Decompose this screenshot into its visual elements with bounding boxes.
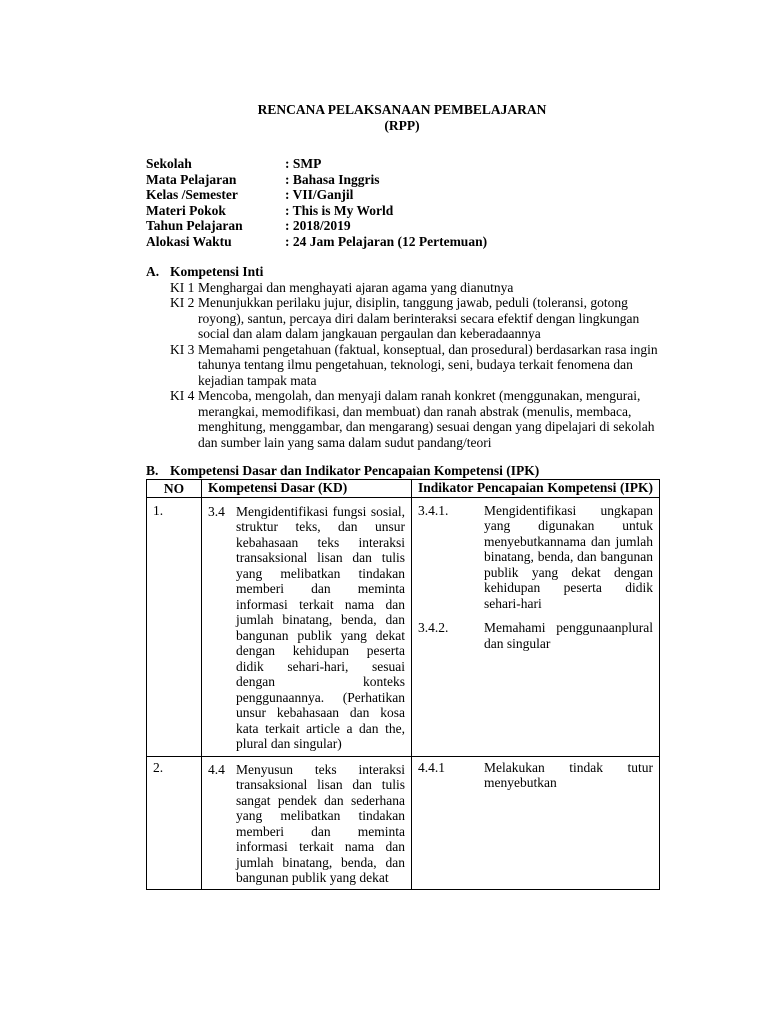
identity-label: Mata Pelajaran [146, 171, 237, 187]
ipk-number: 4.4.1 [418, 759, 445, 775]
ipk-entry [418, 620, 653, 651]
row-number: 1. [147, 497, 202, 756]
identity-value: : VII/Ganjil [285, 187, 354, 202]
column-header-kd: Kompetensi Dasar (KD) [202, 480, 412, 498]
ipk-number: 3.4.1. [418, 502, 449, 518]
identity-value: : 24 Jam Pelajaran (12 Pertemuan) [285, 233, 488, 249]
ki-item [170, 342, 658, 389]
column-header-no: NO [147, 480, 202, 498]
ki-number: KI 2 [170, 295, 195, 310]
identity-label: Materi Pokok [146, 202, 226, 218]
identity-row-class [146, 187, 487, 203]
table-row [147, 756, 660, 889]
section-b-heading [146, 463, 539, 479]
ipk-cell [412, 756, 660, 889]
kd-cell [202, 497, 412, 756]
ki-text: Mencoba, mengolah, dan menyaji dalam ranah konkret (menggunakan, mengurai, merangkai, memodifikasi, dan membuat) dan ranah abstrak (menulis, membaca, menghitung, menggambar, dan mengarang) sesuai dengan yang dipelajari di sekolah dan sumber lain yang sama dalam sudut pandang/teori [198, 388, 655, 450]
identity-row-school [146, 156, 487, 172]
ki-number: KI 4 [170, 388, 195, 403]
ipk-entry [418, 503, 653, 612]
ipk-entry [418, 760, 653, 791]
ki-text: Menghargai dan menghayati ajaran agama yang dianutnya [198, 279, 514, 295]
identity-label: Tahun Pelajaran [146, 218, 243, 233]
identity-value: : 2018/2019 [285, 218, 351, 233]
row-number: 2. [147, 756, 202, 889]
kd-entry [208, 504, 405, 752]
kd-entry [208, 762, 405, 886]
ki-item [170, 388, 658, 450]
section-letter: A. [146, 264, 160, 279]
kd-number: 3.4 [208, 503, 225, 519]
section-a-heading [146, 264, 658, 280]
identity-label: Sekolah [146, 156, 192, 171]
identity-block [146, 156, 487, 249]
ipk-number: 3.4.2. [418, 620, 449, 635]
table-row [147, 497, 660, 756]
identity-row-time [146, 234, 487, 250]
identity-label: Alokasi Waktu [146, 233, 232, 249]
section-letter: B. [146, 463, 159, 478]
section-title: Kompetensi Dasar dan Indikator Pencapaian Kompetensi (IPK) [170, 463, 540, 478]
identity-label: Kelas /Semester [146, 187, 238, 202]
kd-number: 4.4 [208, 761, 225, 777]
section-title: Kompetensi Inti [170, 264, 264, 279]
document-title: RENCANA PELAKSANAAN PEMBELAJARAN [257, 102, 547, 117]
identity-row-subject [146, 172, 487, 188]
ki-text: Menunjukkan perilaku jujur, disiplin, tanggung jawab, peduli (toleransi, gotong royong), santun, percaya diri dalam berinteraksi secara efektif dengan lingkungan social dan alam dalam jangkauan pergaulan dan keberadaannya [198, 295, 640, 341]
column-header-ipk: Indikator Pencapaian Kompetensi (IPK) [412, 480, 660, 498]
section-core-competence [146, 264, 658, 450]
ki-number: KI 1 [170, 279, 195, 295]
identity-value: : This is My World [285, 202, 394, 218]
ipk-text: Melakukan tindak tutur menyebutkan [484, 759, 653, 790]
ipk-text: Memahami penggunaanplural dan singular [484, 620, 653, 651]
identity-row-year [146, 218, 487, 234]
ki-item [170, 295, 658, 342]
kd-text: Menyusun teks interaksi transaksional lisan dan tulis sangat pendek dan sederhana yang melibatkan tindakan memberi dan meminta informasi terkait nama dan jumlah binatang, benda, dan bangunan publik yang dekat [236, 761, 405, 885]
kd-cell [202, 756, 412, 889]
document-subtitle: (RPP) [384, 118, 420, 133]
ipk-cell [412, 497, 660, 756]
identity-value: : Bahasa Inggris [285, 171, 380, 187]
ki-item [170, 280, 658, 296]
competence-table [146, 479, 660, 890]
ki-number: KI 3 [170, 341, 195, 357]
table-header-row [147, 480, 660, 498]
ki-text: Memahami pengetahuan (faktual, konseptual, dan prosedural) berdasarkan rasa ingin tahunya tentang ilmu pengetahuan, teknologi, seni, budaya terkait fenomena dan kejadian tampak mata [198, 341, 658, 388]
kd-text: Mengidentifikasi fungsi sosial, struktur teks, dan unsur kebahasaan teks interaksi transaksional lisan dan tulis yang melibatkan tindakan memberi dan meminta informasi terkait nama dan jumlah binatang, benda, dan bangunan publik yang dekat dengan kehidupan peserta didik sehari-hari, sesuai dengan konteks penggunaannya. (Perhatikan unsur kebahasaan dan kosa kata terkait article a dan the, plural dan singular) [236, 503, 405, 751]
identity-row-topic [146, 203, 487, 219]
ipk-text: Mengidentifikasi ungkapan yang digunakan untuk menyebutkannama dan jumlah binatang, benda, dan bangunan publik yang dekat dengan kehidupan peserta didik sehari-hari [484, 502, 653, 611]
identity-value: : SMP [285, 156, 322, 171]
